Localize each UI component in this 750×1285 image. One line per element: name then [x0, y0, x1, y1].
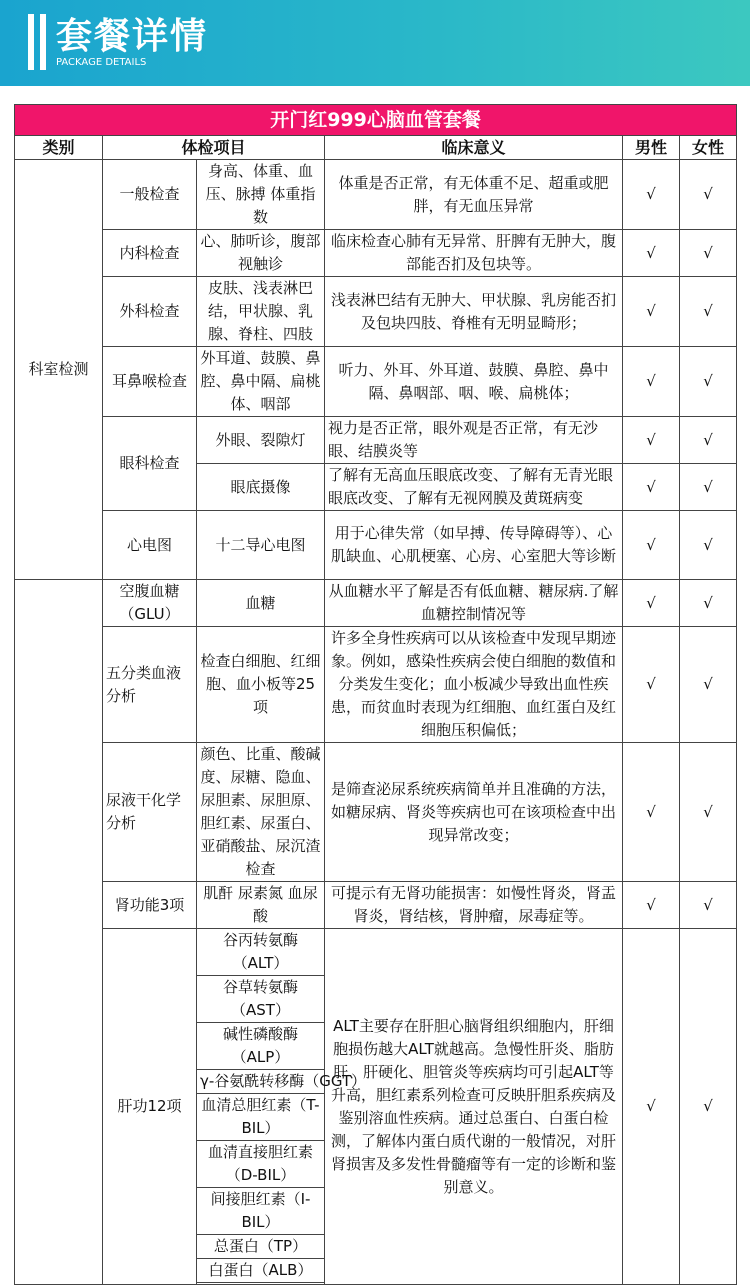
- exam-item: 外眼、裂隙灯: [197, 417, 325, 464]
- exam-item: 血清直接胆红素（D-BIL）: [197, 1141, 325, 1188]
- male-check: √: [623, 882, 680, 929]
- female-check: √: [680, 511, 737, 580]
- group-name: 外科检查: [103, 277, 197, 347]
- group-name: 空腹血糖（GLU）: [103, 580, 197, 627]
- title-bar-decoration: [40, 14, 46, 70]
- group-name: 心电图: [103, 511, 197, 580]
- male-check: √: [623, 929, 680, 1285]
- group-name: 耳鼻喉检查: [103, 347, 197, 417]
- page-subtitle: PACKAGE DETAILS: [56, 57, 147, 68]
- clinical-meaning: ALT主要存在肝胆心脑肾组织细胞内，肝细胞损伤越大ALT就越高。急慢性肝炎、脂肪肝、肝硬化、胆管炎等疾病均可引起ALT等升高，胆红素系列检查可反映肝胆系疾病及鉴别溶血性疾病。通过总蛋白、白蛋白检测，了解体内蛋白质代谢的一般情况，对肝肾损害及多发性骨髓瘤等有一定的诊断和鉴别意义。: [325, 929, 623, 1285]
- table-row: [15, 417, 737, 464]
- clinical-meaning: 用于心律失常（如早搏、传导障碍等）、心肌缺血、心肌梗塞、心房、心室肥大等诊断: [325, 511, 623, 580]
- table-row: [15, 347, 737, 417]
- clinical-meaning: 许多全身性疾病可以从该检查中发现早期迹象。例如，感染性疾病会使白细胞的数值和分类发生变化；血小板减少导致出血性疾患，而贫血时表现为红细胞、血红蛋白及红细胞压积偏低；: [325, 627, 623, 743]
- female-check: √: [680, 929, 737, 1285]
- title-bar-decoration: [28, 14, 34, 70]
- male-check: √: [623, 627, 680, 743]
- clinical-meaning: 了解有无高血压眼底改变、了解有无青光眼眼底改变、了解有无视网膜及黄斑病变: [325, 464, 623, 511]
- exam-item-empty: [197, 1283, 325, 1285]
- group-name: 五分类血液分析: [103, 627, 197, 743]
- male-check: √: [623, 230, 680, 277]
- category-cell-empty: [15, 580, 103, 1285]
- exam-item: 十二导心电图: [197, 511, 325, 580]
- exam-item: 谷丙转氨酶（ALT）: [197, 929, 325, 976]
- category-cell: 科室检测: [15, 160, 103, 580]
- exam-item: 碱性磷酸酶（ALP）: [197, 1023, 325, 1070]
- header-banner: [0, 0, 750, 86]
- female-check: √: [680, 230, 737, 277]
- exam-item: 总蛋白（TP）: [197, 1235, 325, 1259]
- column-header-female: 女性: [680, 136, 737, 160]
- exam-item: 血糖: [197, 580, 325, 627]
- female-check: √: [680, 417, 737, 464]
- exam-item: 颜色、比重、酸碱度、尿糖、隐血、尿胆素、尿胆原、胆红素、尿蛋白、亚硝酸盐、尿沉渣检查: [197, 743, 325, 882]
- male-check: √: [623, 277, 680, 347]
- exam-item: 皮肤、浅表淋巴结，甲状腺、乳腺、脊柱、四肢: [197, 277, 325, 347]
- exam-item: 检查白细胞、红细胞、血小板等25项: [197, 627, 325, 743]
- male-check: √: [623, 580, 680, 627]
- table-row: [15, 277, 737, 347]
- group-name: 尿液干化学分析: [103, 743, 197, 882]
- female-check: √: [680, 627, 737, 743]
- exam-item: γ-谷氨酰转移酶（GGT）: [197, 1070, 325, 1094]
- column-header-item: 体检项目: [103, 136, 325, 160]
- female-check: √: [680, 743, 737, 882]
- group-name: 眼科检查: [103, 417, 197, 511]
- female-check: √: [680, 160, 737, 230]
- table-row: [15, 511, 737, 580]
- column-header-meaning: 临床意义: [325, 136, 623, 160]
- female-check: √: [680, 580, 737, 627]
- clinical-meaning: 从血糖水平了解是否有低血糖、糖尿病.了解血糖控制情况等: [325, 580, 623, 627]
- exam-item: 间接胆红素（I-BIL）: [197, 1188, 325, 1235]
- clinical-meaning: 浅表淋巴结有无肿大、甲状腺、乳房能否扪及包块四肢、脊椎有无明显畸形；: [325, 277, 623, 347]
- table-row: [15, 929, 737, 976]
- clinical-meaning: 视力是否正常，眼外观是否正常，有无沙眼、结膜炎等: [325, 417, 623, 464]
- group-name: 肝功12项: [103, 929, 197, 1285]
- column-header-category: 类别: [15, 136, 103, 160]
- male-check: √: [623, 347, 680, 417]
- table-row: [15, 160, 737, 230]
- male-check: √: [623, 160, 680, 230]
- package-table: [14, 104, 737, 1285]
- female-check: √: [680, 882, 737, 929]
- exam-item: 身高、体重、血压、脉搏 体重指数: [197, 160, 325, 230]
- table-row: [15, 743, 737, 882]
- group-name: 一般检查: [103, 160, 197, 230]
- exam-item: 外耳道、鼓膜、鼻腔、鼻中隔、扁桃体、咽部: [197, 347, 325, 417]
- clinical-meaning: 是筛查泌尿系统疾病简单并且准确的方法，如糖尿病、肾炎等疾病也可在该项检查中出现异常改变；: [325, 743, 623, 882]
- male-check: √: [623, 511, 680, 580]
- exam-item: 白蛋白（ALB）: [197, 1259, 325, 1283]
- exam-item: 心、肺听诊，腹部视触诊: [197, 230, 325, 277]
- table-row: [15, 230, 737, 277]
- female-check: √: [680, 347, 737, 417]
- clinical-meaning: 听力、外耳、外耳道、鼓膜、鼻腔、鼻中隔、鼻咽部、咽、喉、扁桃体；: [325, 347, 623, 417]
- table-row: [15, 882, 737, 929]
- group-name: 内科检查: [103, 230, 197, 277]
- exam-item: 谷草转氨酶（AST）: [197, 976, 325, 1023]
- exam-item: 肌酐 尿素氮 血尿酸: [197, 882, 325, 929]
- male-check: √: [623, 417, 680, 464]
- table-caption: 开门红999心脑血管套餐: [15, 105, 737, 136]
- female-check: √: [680, 277, 737, 347]
- male-check: √: [623, 743, 680, 882]
- clinical-meaning: 可提示有无肾功能损害：如慢性肾炎，肾盂肾炎，肾结核，肾肿瘤，尿毒症等。: [325, 882, 623, 929]
- table-row: [15, 580, 737, 627]
- male-check: √: [623, 464, 680, 511]
- group-name: 肾功能3项: [103, 882, 197, 929]
- clinical-meaning: 临床检查心肺有无异常、肝脾有无肿大，腹部能否扪及包块等。: [325, 230, 623, 277]
- page-title: 套餐详情: [56, 16, 209, 57]
- table-row: [15, 627, 737, 743]
- exam-item: 血清总胆红素（T-BIL）: [197, 1094, 325, 1141]
- clinical-meaning: 体重是否正常，有无体重不足、超重或肥胖，有无血压异常: [325, 160, 623, 230]
- female-check: √: [680, 464, 737, 511]
- exam-item: 眼底摄像: [197, 464, 325, 511]
- column-header-male: 男性: [623, 136, 680, 160]
